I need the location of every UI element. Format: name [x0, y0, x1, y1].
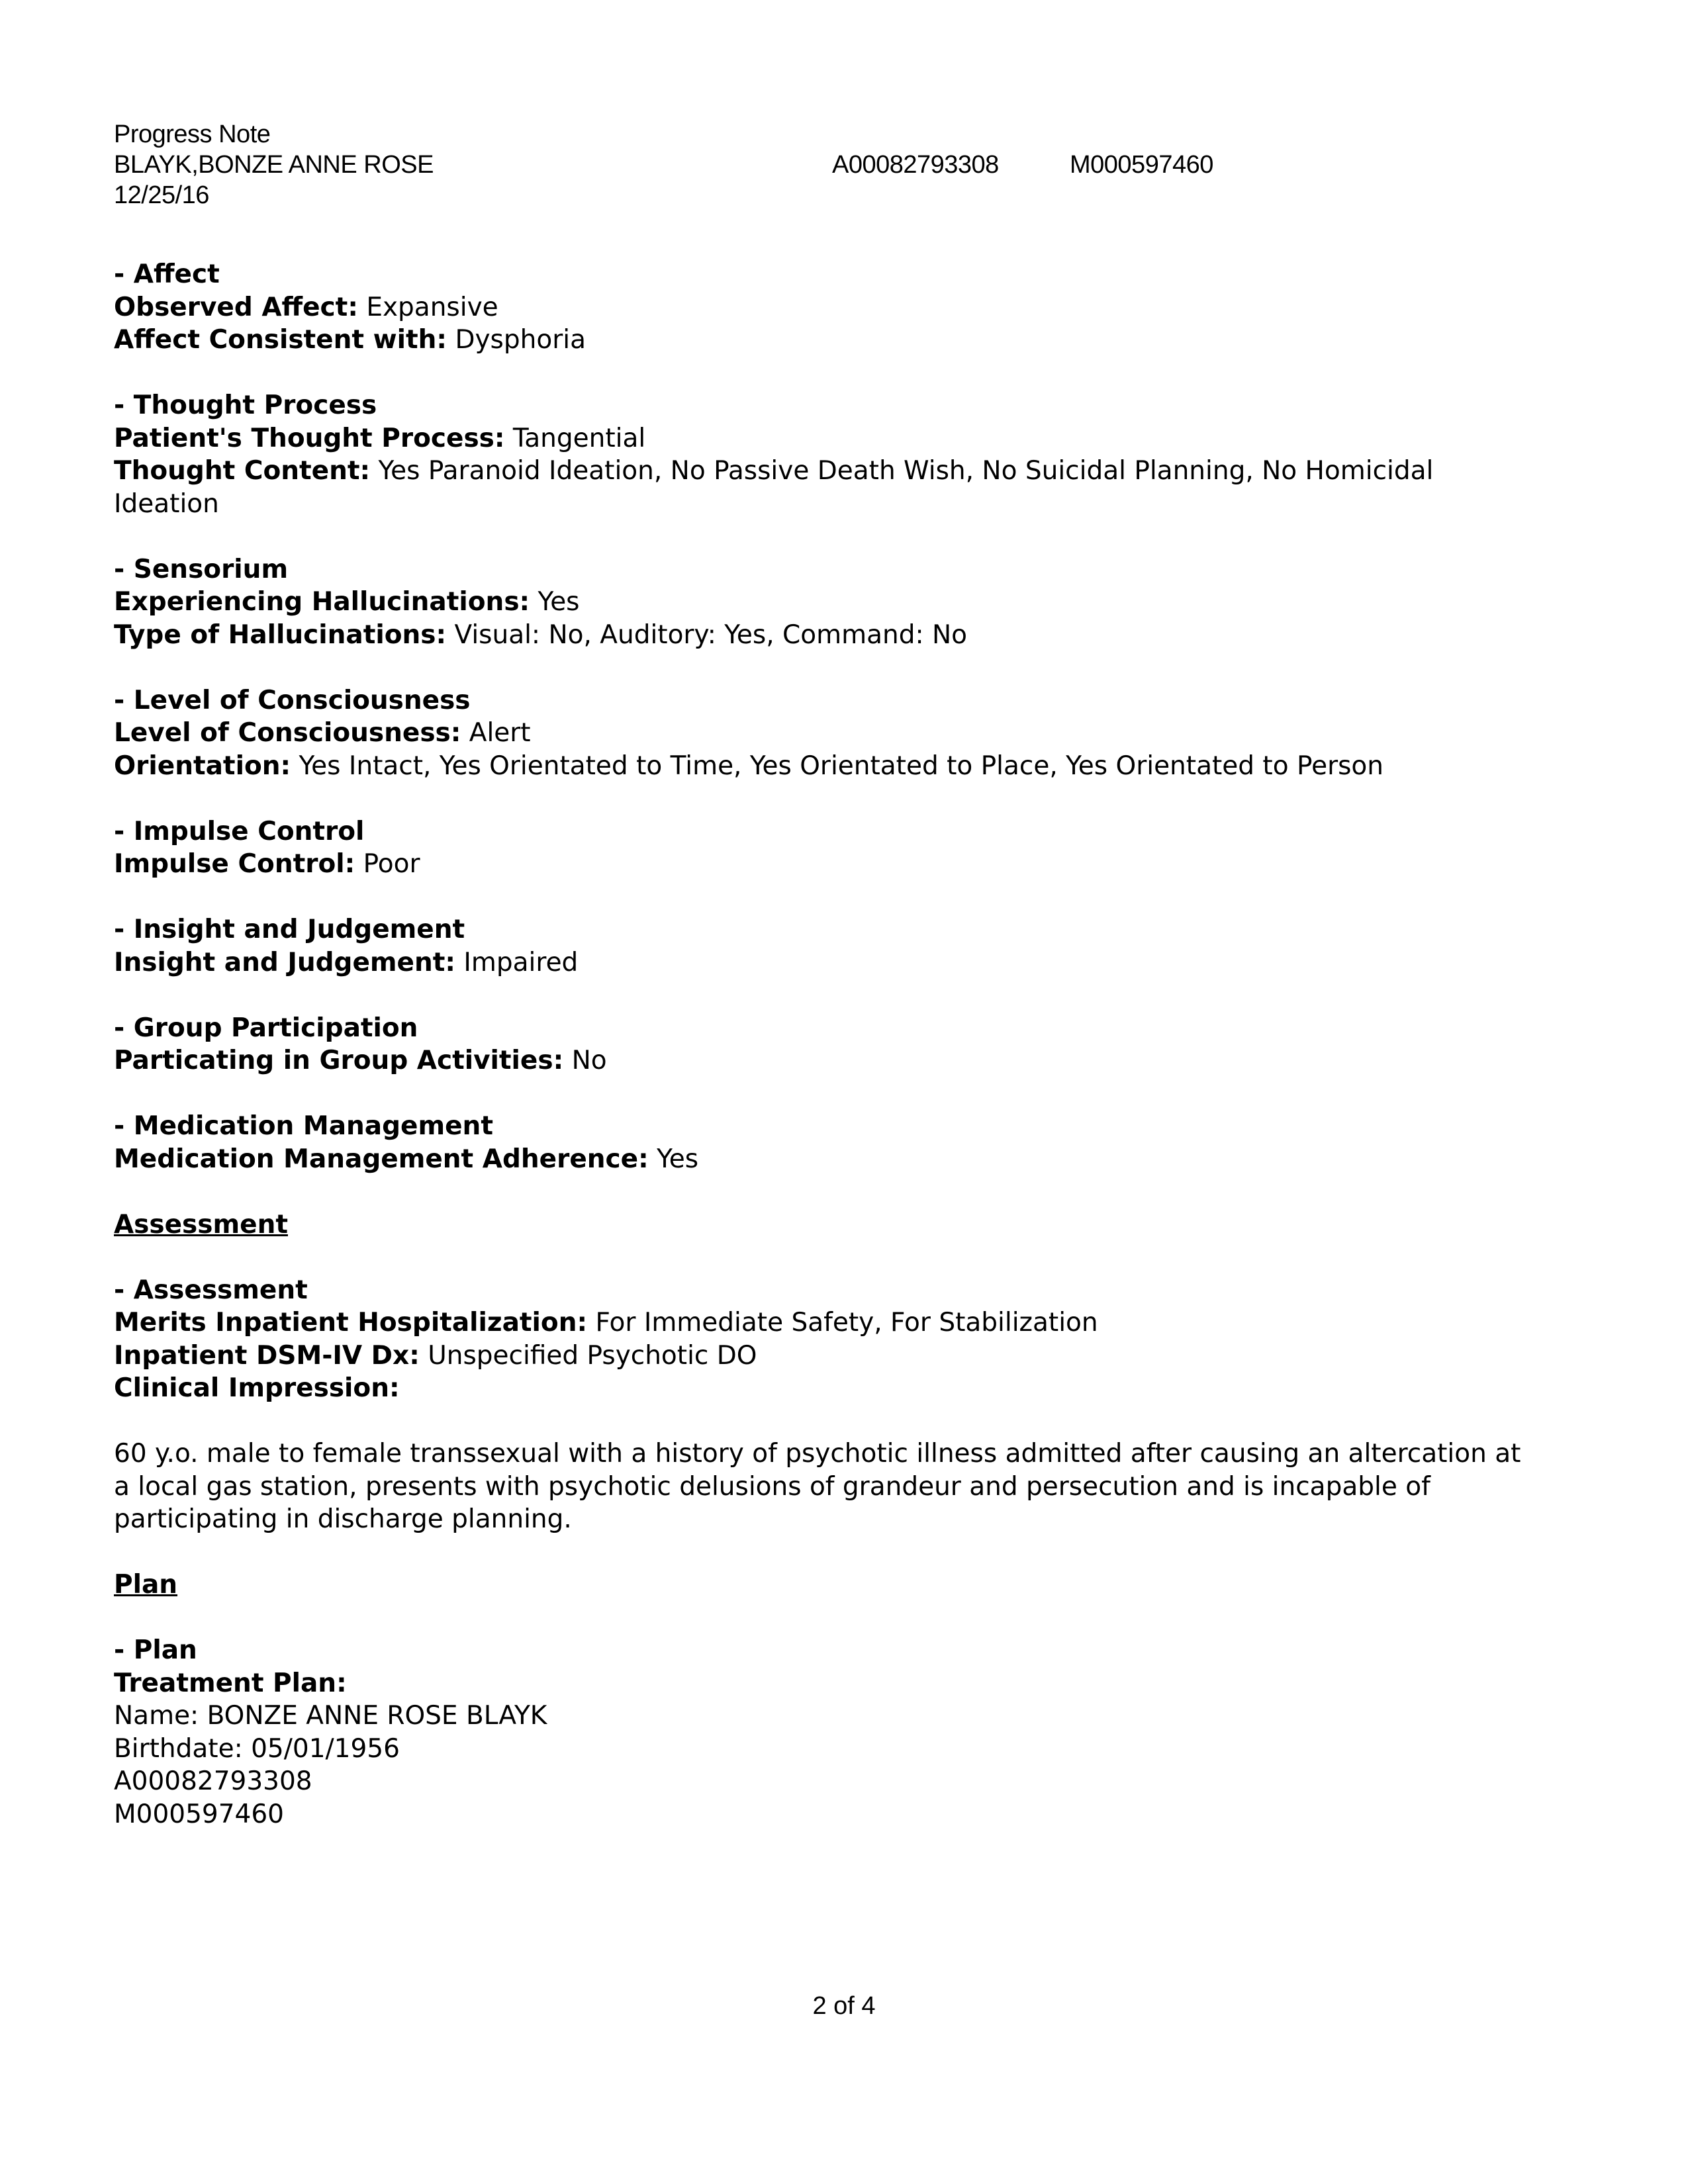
group-value: No [571, 1046, 607, 1075]
thought-content-label: Thought Content: [114, 456, 371, 486]
patient-name: BLAYK,BONZE ANNE ROSE [114, 151, 434, 179]
plan-name-line: Name: BONZE ANNE ROSE BLAYK [114, 1701, 547, 1731]
medication-label: Medication Management Adherence: [114, 1144, 649, 1174]
plan-section [114, 1634, 1524, 1831]
sensorium-heading: - Sensorium [114, 554, 289, 584]
observed-affect-label: Observed Affect: [114, 292, 358, 322]
orientation-value: Yes Intact, Yes Orientated to Time, Yes Orientated to Place, Yes Orientated to Person [299, 751, 1384, 781]
thought-process-row [114, 422, 1524, 455]
spacer [114, 1405, 1524, 1438]
consciousness-heading: - Level of Consciousness [114, 685, 471, 715]
note-body [114, 258, 1524, 1864]
orientation-row [114, 750, 1524, 783]
medication-value: Yes [657, 1144, 699, 1174]
plan-section-title: Plan [114, 1570, 178, 1600]
group-section [114, 1012, 1524, 1077]
hallucinations-label: Experiencing Hallucinations: [114, 587, 530, 617]
consciousness-level-label: Level of Consciousness: [114, 718, 461, 748]
plan-title-block [114, 1569, 1524, 1602]
plan-heading: - Plan [114, 1635, 197, 1665]
group-label: Particating in Group Activities: [114, 1046, 564, 1075]
dx-row [114, 1340, 1524, 1373]
affect-consistent-label: Affect Consistent with: [114, 325, 447, 355]
consciousness-level-row [114, 717, 1524, 750]
medication-section [114, 1110, 1524, 1175]
insight-value: Impaired [463, 947, 579, 978]
page-indicator: 2 of 4 [812, 1992, 876, 2020]
account-number: A00082793308 [832, 151, 999, 179]
hallucinations-value: Yes [538, 587, 580, 617]
treatment-plan-label: Treatment Plan: [114, 1668, 347, 1698]
insight-section [114, 913, 1524, 979]
document-type: Progress Note [114, 120, 271, 148]
impulse-section [114, 815, 1524, 881]
thought-content-row [114, 455, 1524, 520]
thought-process-value: Tangential [512, 423, 646, 453]
affect-consistent-row [114, 324, 1524, 357]
group-row [114, 1044, 1524, 1077]
affect-section [114, 258, 1524, 357]
insight-label: Insight and Judgement: [114, 947, 455, 978]
hallucinations-row [114, 586, 1524, 619]
impulse-label: Impulse Control: [114, 849, 355, 879]
hallucination-type-row [114, 619, 1524, 652]
plan-account-line: A00082793308 [114, 1766, 312, 1796]
clinical-impression-label: Clinical Impression: [114, 1373, 400, 1403]
hallucination-type-value: Visual: No, Auditory: Yes, Command: No [454, 619, 968, 650]
merits-value: For Immediate Safety, For Stabilization [595, 1308, 1098, 1338]
affect-consistent-value: Dysphoria [455, 325, 586, 355]
assessment-title-block [114, 1208, 1524, 1242]
thought-process-heading: - Thought Process [114, 390, 377, 420]
medication-heading: - Medication Management [114, 1111, 493, 1141]
page-header [114, 119, 1213, 210]
merits-label: Merits Inpatient Hospitalization: [114, 1308, 588, 1338]
dx-label: Inpatient DSM-IV Dx: [114, 1340, 420, 1371]
affect-heading: - Affect [114, 259, 220, 289]
thought-content-value: Yes Paranoid Ideation, No Passive Death Wish, No Suicidal Planning, No Homicidal Ideation [114, 456, 1434, 519]
insight-heading: - Insight and Judgement [114, 915, 465, 944]
dx-value: Unspecified Psychotic DO [428, 1340, 757, 1371]
sensorium-section [114, 553, 1524, 652]
plan-birthdate-line: Birthdate: 05/01/1956 [114, 1733, 400, 1764]
insight-row [114, 946, 1524, 979]
hallucination-type-label: Type of Hallucinations: [114, 619, 447, 650]
assessment-section [114, 1274, 1524, 1536]
observed-affect-row [114, 291, 1524, 324]
impulse-heading: - Impulse Control [114, 816, 365, 846]
thought-process-label: Patient's Thought Process: [114, 423, 505, 453]
thought-process-section [114, 389, 1524, 520]
note-date: 12/25/16 [114, 181, 209, 209]
consciousness-section [114, 684, 1524, 783]
clinical-impression-text: 60 y.o. male to female transsexual with a history of psychotic illness admitted after causing an altercation at a local gas station, presents with psychotic delusions of grandeur and persecution and is incapable of participating in discharge planning. [114, 1439, 1521, 1534]
merits-row [114, 1306, 1524, 1340]
observed-affect-value: Expansive [366, 292, 498, 322]
impulse-row [114, 848, 1524, 881]
assessment-heading: - Assessment [114, 1275, 308, 1305]
medical-record-number: M000597460 [1070, 151, 1213, 179]
assessment-section-title: Assessment [114, 1209, 288, 1240]
impulse-value: Poor [363, 849, 420, 879]
group-heading: - Group Participation [114, 1013, 418, 1043]
page-footer [0, 1991, 1688, 2021]
medication-row [114, 1143, 1524, 1176]
orientation-label: Orientation: [114, 751, 291, 781]
consciousness-level-value: Alert [469, 718, 531, 748]
plan-mrn-line: M000597460 [114, 1799, 284, 1829]
